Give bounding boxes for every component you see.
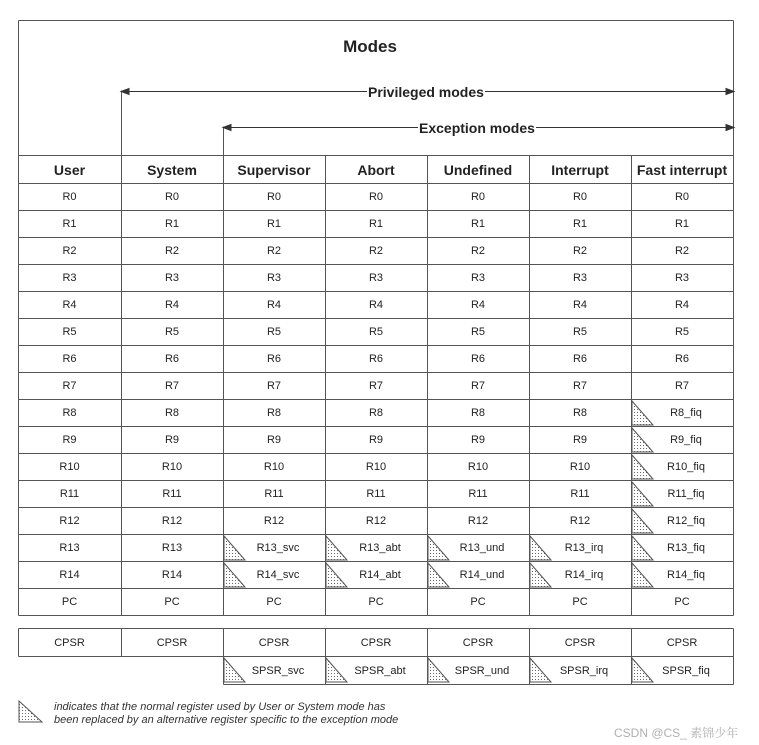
register-cell: R4 <box>470 299 486 311</box>
banked-register-cell: R14_svc <box>256 569 300 581</box>
register-cell: PC <box>572 596 588 608</box>
cpsr-cell: CPSR <box>258 637 290 649</box>
spsr-cell: SPSR_irq <box>559 665 609 677</box>
cpsr-cell: CPSR <box>156 637 188 649</box>
legend-text-line-2: been replaced by an alternative register specific to the exception mode <box>54 714 399 726</box>
register-cell: R3 <box>368 272 384 284</box>
banked-register-cell: R13_svc <box>256 542 300 554</box>
register-cell: R2 <box>164 245 180 257</box>
register-cell: R0 <box>62 191 77 203</box>
banked-register-cell: R13_irq <box>564 542 604 554</box>
register-cell: R5 <box>674 326 690 338</box>
watermark: CSDN @CS_ 素锦少年 <box>614 726 739 740</box>
cpsr-cell: CPSR <box>54 637 85 649</box>
banked-register-cell: R11_fiq <box>667 488 705 500</box>
register-cell: R4 <box>266 299 282 311</box>
modes-title: Modes <box>343 37 397 56</box>
register-cell: R5 <box>266 326 282 338</box>
register-cell: R12 <box>467 515 489 527</box>
register-cell: R8 <box>470 407 486 419</box>
register-cell: R0 <box>470 191 486 203</box>
register-cell: R3 <box>572 272 588 284</box>
register-cell: R11 <box>570 488 590 500</box>
register-cell: R6 <box>470 353 486 365</box>
register-cell: R14 <box>59 569 80 581</box>
spsr-cell: SPSR_und <box>454 665 510 677</box>
register-cell: R3 <box>164 272 180 284</box>
legend-text-line-1: indicates that the normal register used by User or System mode has <box>54 701 386 713</box>
register-cell: R0 <box>164 191 180 203</box>
register-cell: R3 <box>266 272 282 284</box>
register-cell: R12 <box>59 515 80 527</box>
register-cell: R8 <box>164 407 180 419</box>
column-header: System <box>147 162 197 178</box>
register-cell: PC <box>470 596 486 608</box>
register-cell: R3 <box>674 272 690 284</box>
register-cell: R0 <box>674 191 690 203</box>
register-cell: R1 <box>266 218 282 230</box>
register-cell: R10 <box>263 461 285 473</box>
spsr-cell: SPSR_fiq <box>662 665 710 677</box>
register-cell: R7 <box>470 380 486 392</box>
column-header: Abort <box>357 162 395 178</box>
register-cell: R10 <box>161 461 183 473</box>
register-cell: R7 <box>572 380 588 392</box>
register-cell: R12 <box>263 515 285 527</box>
register-cell: R2 <box>674 245 690 257</box>
register-cell: R6 <box>572 353 588 365</box>
register-cell: R9 <box>164 434 180 446</box>
register-cell: PC <box>674 596 690 608</box>
cpsr-cell: CPSR <box>360 637 392 649</box>
register-cell: R9 <box>368 434 384 446</box>
privileged-modes-label: Privileged modes <box>368 84 484 100</box>
register-cell: R1 <box>368 218 384 230</box>
register-cell: R10 <box>467 461 489 473</box>
register-cell: R4 <box>572 299 588 311</box>
register-cell: R6 <box>62 353 77 365</box>
register-cell: R7 <box>62 380 77 392</box>
column-header: Supervisor <box>237 162 311 178</box>
register-cell: R2 <box>470 245 486 257</box>
banked-register-cell: R14_abt <box>359 569 401 581</box>
register-cell: R8 <box>368 407 384 419</box>
register-cell: R10 <box>59 461 80 473</box>
register-cell: PC <box>164 596 180 608</box>
register-cell: R10 <box>365 461 387 473</box>
spsr-cell: SPSR_svc <box>251 665 305 677</box>
register-cell: R8 <box>266 407 282 419</box>
register-cell: R11 <box>468 488 488 500</box>
spsr-cell: SPSR_abt <box>354 665 406 677</box>
column-header: User <box>53 162 86 178</box>
register-cell: R2 <box>62 245 77 257</box>
banked-register-cell: R13_fiq <box>667 542 705 554</box>
register-cell: R11 <box>366 488 386 500</box>
register-cell: R4 <box>164 299 180 311</box>
register-cell: R5 <box>572 326 588 338</box>
banked-register-cell: R14_fiq <box>667 569 705 581</box>
register-cell: R12 <box>569 515 591 527</box>
register-cell: R6 <box>674 353 690 365</box>
register-cell: R9 <box>470 434 486 446</box>
banked-register-cell: R12_fiq <box>667 515 705 527</box>
register-cell: R12 <box>365 515 387 527</box>
banked-register-cell: R10_fiq <box>667 461 705 473</box>
cpsr-cell: CPSR <box>564 637 596 649</box>
register-cell: R1 <box>62 218 77 230</box>
register-cell: R2 <box>572 245 588 257</box>
banked-register-legend-icon <box>18 700 44 724</box>
register-cell: R7 <box>164 380 180 392</box>
register-cell: R4 <box>674 299 690 311</box>
register-cell: R6 <box>164 353 180 365</box>
column-header: Fast interrupt <box>636 162 728 178</box>
register-cell: R14 <box>161 569 183 581</box>
register-cell: R4 <box>62 299 77 311</box>
register-cell: R12 <box>161 515 183 527</box>
register-cell: R6 <box>368 353 384 365</box>
banked-register-cell: R13_und <box>459 542 505 554</box>
register-cell: R11 <box>162 488 182 500</box>
register-cell: R5 <box>470 326 486 338</box>
register-cell: R0 <box>572 191 588 203</box>
exception-modes-label: Exception modes <box>419 120 535 136</box>
banked-register-cell: R8_fiq <box>670 407 702 419</box>
register-cell: R11 <box>59 488 80 500</box>
register-cell: R9 <box>62 434 77 446</box>
register-cell: R1 <box>674 218 690 230</box>
register-cell: R7 <box>674 380 690 392</box>
cpsr-cell: CPSR <box>462 637 494 649</box>
banked-register-cell: R13_abt <box>359 542 401 554</box>
register-cell: R5 <box>368 326 384 338</box>
register-cell: R1 <box>572 218 588 230</box>
register-cell: R2 <box>368 245 384 257</box>
register-cell: R3 <box>62 272 77 284</box>
banked-register-cell: R14_irq <box>564 569 604 581</box>
register-cell: PC <box>61 596 78 608</box>
register-cell: R0 <box>368 191 384 203</box>
register-cell: R11 <box>264 488 284 500</box>
register-cell: R6 <box>266 353 282 365</box>
register-cell: R8 <box>62 407 77 419</box>
register-cell: R1 <box>470 218 486 230</box>
register-cell: R10 <box>569 461 591 473</box>
register-cell: R9 <box>572 434 588 446</box>
register-cell: R13 <box>161 542 183 554</box>
register-cell: R5 <box>164 326 180 338</box>
register-cell: R7 <box>266 380 282 392</box>
register-cell: R5 <box>62 326 77 338</box>
register-cell: R8 <box>572 407 588 419</box>
register-cell: R13 <box>59 542 80 554</box>
column-header: Interrupt <box>551 162 609 178</box>
register-cell: PC <box>266 596 282 608</box>
register-cell: R7 <box>368 380 384 392</box>
register-cell: PC <box>368 596 384 608</box>
register-cell: R1 <box>164 218 180 230</box>
register-cell: R3 <box>470 272 486 284</box>
banked-register-cell: R9_fiq <box>670 434 702 446</box>
register-cell: R2 <box>266 245 282 257</box>
register-cell: R9 <box>266 434 282 446</box>
column-header: Undefined <box>443 162 513 178</box>
register-cell: R4 <box>368 299 384 311</box>
cpsr-cell: CPSR <box>666 637 698 649</box>
register-cell: R0 <box>266 191 282 203</box>
banked-register-cell: R14_und <box>459 569 505 581</box>
